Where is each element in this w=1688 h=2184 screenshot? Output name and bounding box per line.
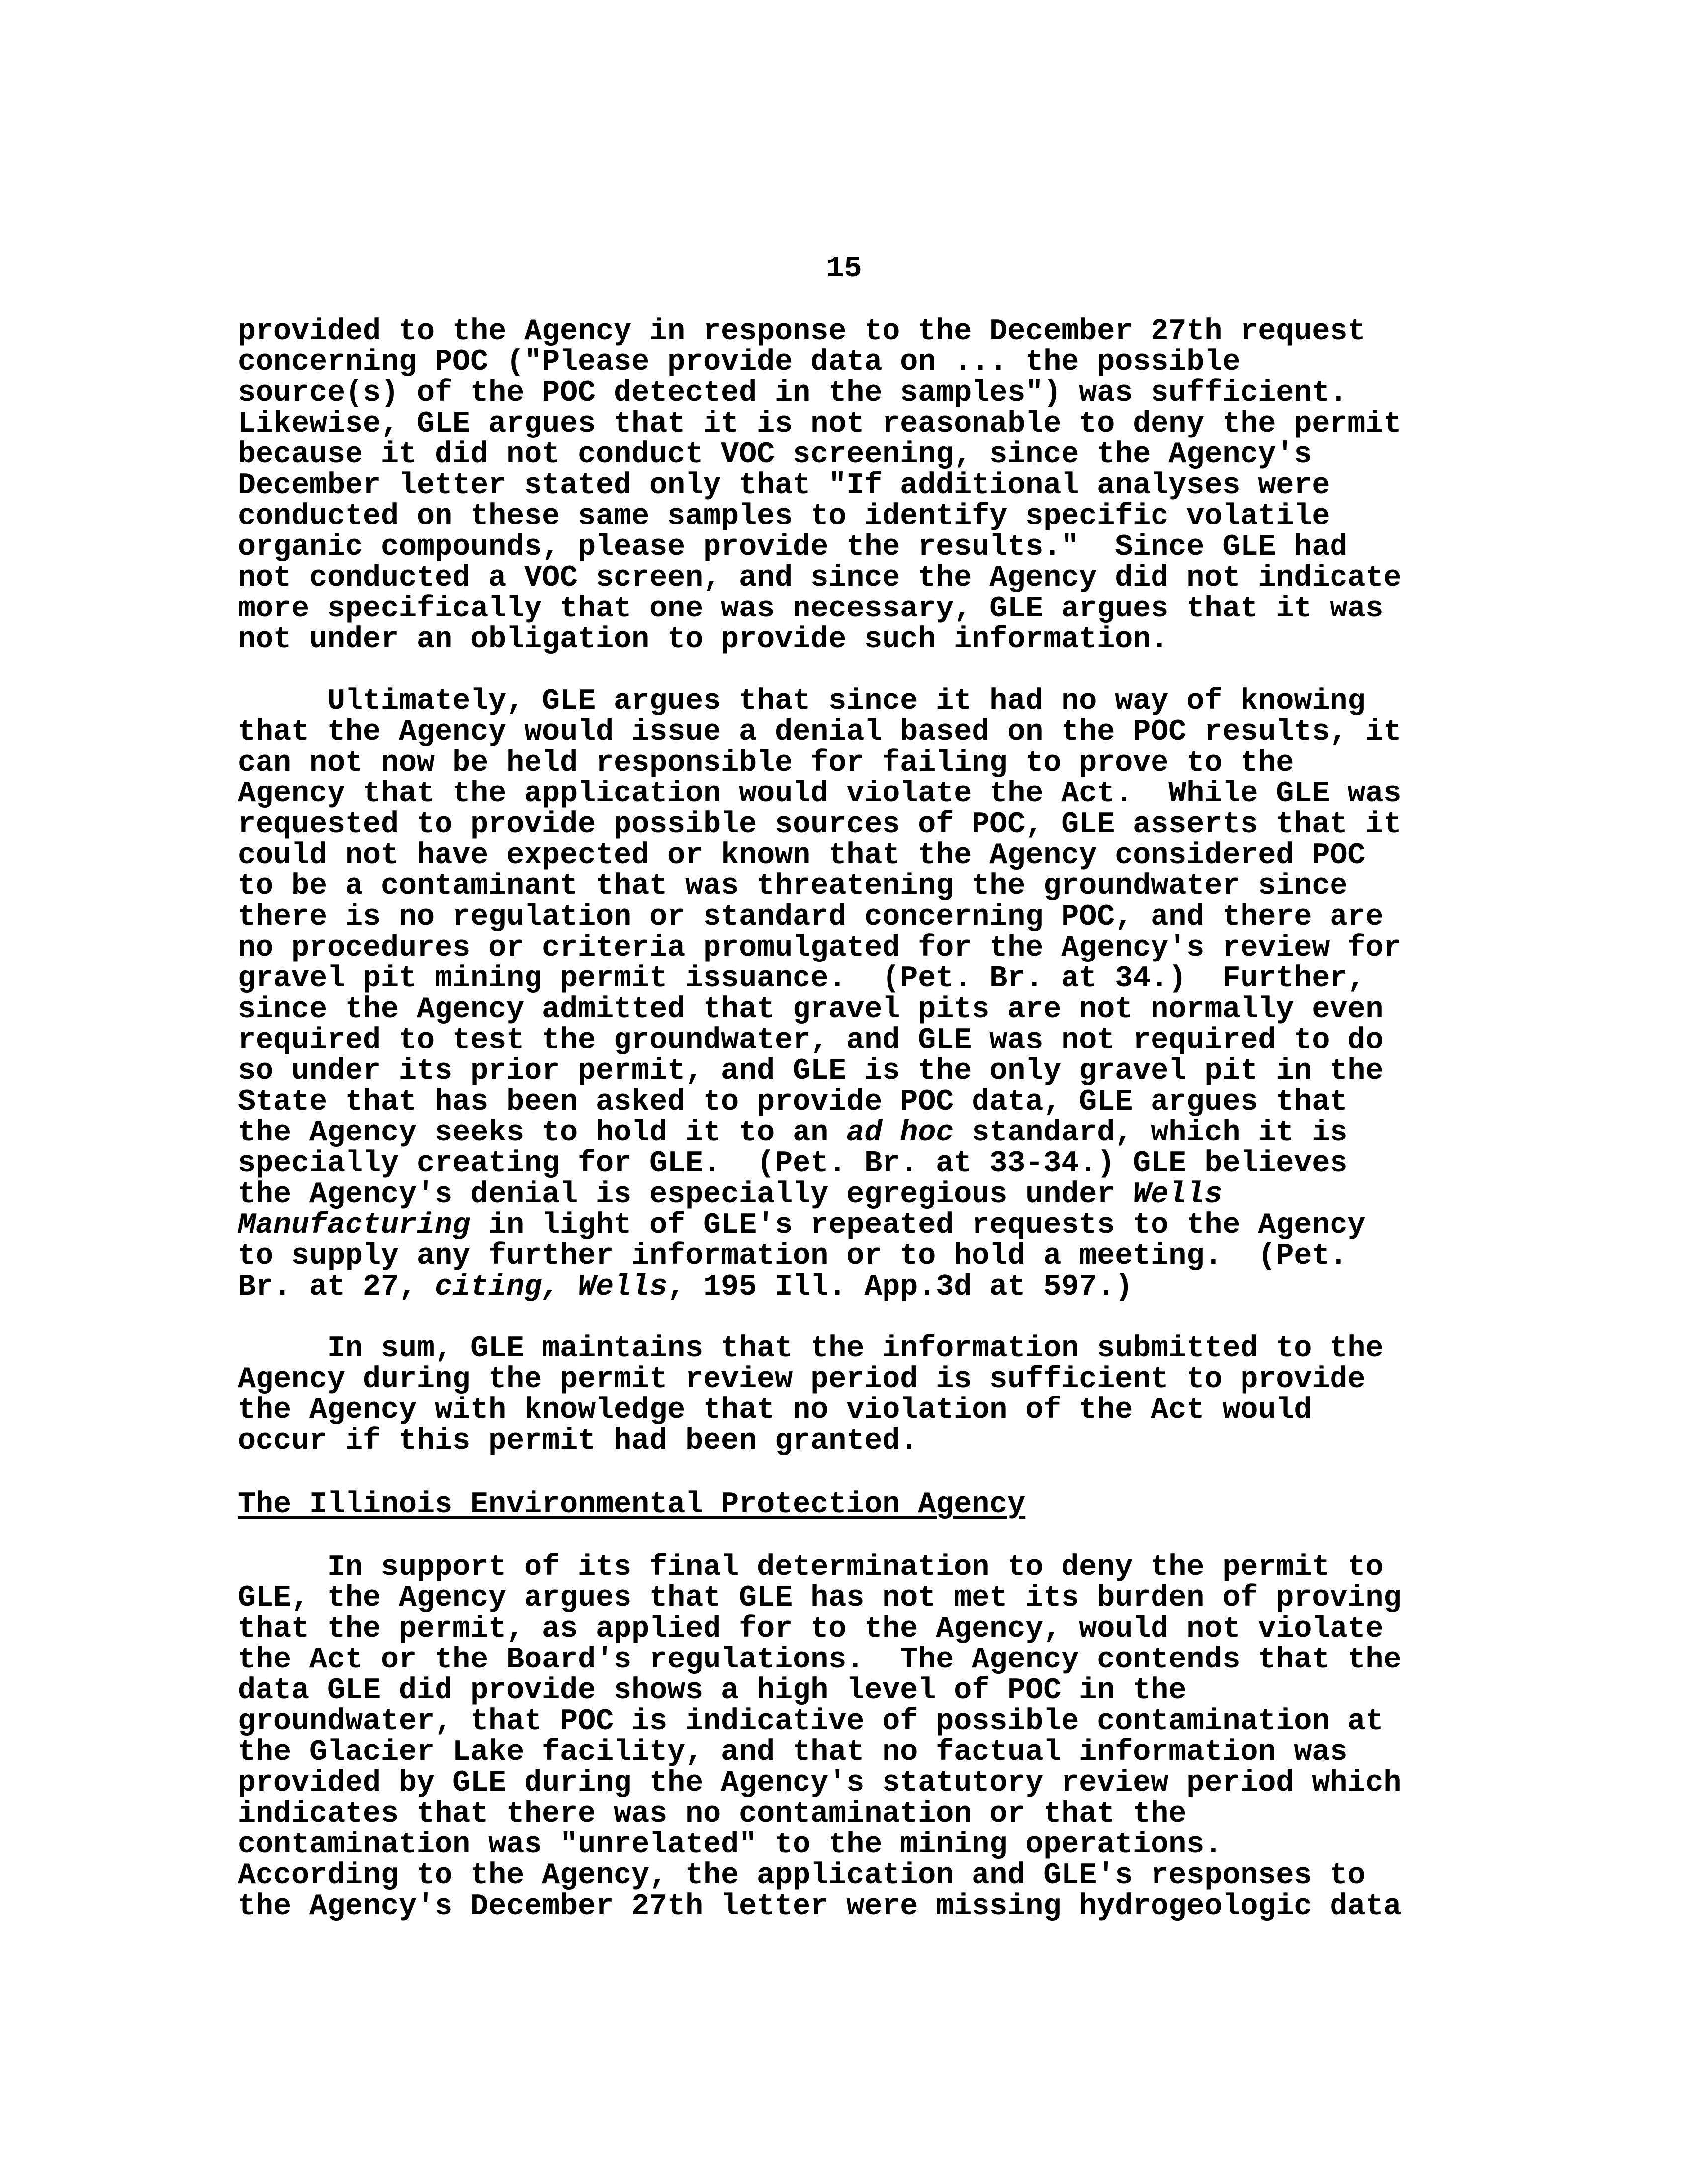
text-line: no procedures or criteria promulgated for the Agency's review for bbox=[238, 931, 1402, 965]
text-line: data GLE did provide shows a high level of POC in the bbox=[238, 1674, 1187, 1708]
text-line: Agency during the permit review period is sufficient to provide bbox=[238, 1363, 1366, 1397]
text-run: the Agency's denial is especially egregious under bbox=[238, 1178, 1133, 1212]
text-line: provided by GLE during the Agency's statutory review period which bbox=[238, 1766, 1402, 1800]
text-line: the Act or the Board's regulations. The Agency contends that the bbox=[238, 1643, 1402, 1677]
text-run: the Agency seeks to hold it to an bbox=[238, 1116, 847, 1150]
text-line: more specifically that one was necessary, GLE argues that it was bbox=[238, 592, 1384, 626]
text-line: concerning POC ("Please provide data on ... the possible bbox=[238, 346, 1241, 379]
text-line: organic compounds, please provide the results." Since GLE had bbox=[238, 530, 1348, 564]
text-line: that the permit, as applied for to the Agency, would not violate bbox=[238, 1612, 1384, 1646]
text-line: that the Agency would issue a denial based on the POC results, it bbox=[238, 715, 1402, 749]
case-name-italic: Manufacturing bbox=[238, 1209, 471, 1242]
text-line: Ultimately, GLE argues that since it had no way of knowing bbox=[238, 685, 1366, 718]
case-name-italic: Wells bbox=[1133, 1178, 1223, 1212]
text-line: required to test the groundwater, and GLE was not required to do bbox=[238, 1024, 1384, 1057]
text-run: in light of GLE's repeated requests to the Agency bbox=[470, 1209, 1366, 1242]
text-line: occur if this permit had been granted. bbox=[238, 1424, 918, 1458]
text-line: conducted on these same samples to identify specific volatile bbox=[238, 500, 1330, 533]
text-line: provided to the Agency in response to the December 27th request bbox=[238, 315, 1366, 349]
section-heading: The Illinois Environmental Protection Agency bbox=[238, 1488, 1026, 1522]
text-line: can not now be held responsible for failing to prove to the bbox=[238, 746, 1294, 780]
text-line: there is no regulation or standard concerning POC, and there are bbox=[238, 900, 1384, 934]
text-line: State that has been asked to provide POC data, GLE argues that bbox=[238, 1085, 1348, 1119]
text-line: the Agency's December 27th letter were missing hydrogeologic data bbox=[238, 1890, 1402, 1923]
text-line: the Agency with knowledge that no violation of the Act would bbox=[238, 1394, 1312, 1427]
text-run: , 195 Ill. App.3d at 597.) bbox=[667, 1270, 1133, 1304]
text-line: December letter stated only that "If additional analyses were bbox=[238, 469, 1330, 503]
text-line: not conducted a VOC screen, and since the Agency did not indicate bbox=[238, 561, 1402, 595]
text-line: could not have expected or known that the Agency considered POC bbox=[238, 839, 1366, 873]
text-line: groundwater, that POC is indicative of possible contamination at bbox=[238, 1705, 1384, 1739]
text-line: since the Agency admitted that gravel pits are not normally even bbox=[238, 993, 1384, 1027]
text-line: to be a contaminant that was threatening the groundwater since bbox=[238, 870, 1348, 903]
text-line: not under an obligation to provide such information. bbox=[238, 623, 1169, 657]
text-line: Likewise, GLE argues that it is not reasonable to deny the permit bbox=[238, 407, 1402, 441]
text-line: contamination was "unrelated" to the mining operations. bbox=[238, 1828, 1223, 1862]
text-line: Agency that the application would violate the Act. While GLE was bbox=[238, 777, 1402, 811]
text-line bbox=[238, 1272, 1133, 1303]
text-line bbox=[238, 1210, 1365, 1241]
text-run: Br. at 27, bbox=[238, 1270, 435, 1304]
text-line: GLE, the Agency argues that GLE has not met its burden of proving bbox=[238, 1581, 1402, 1615]
page-number: 15 bbox=[826, 252, 862, 286]
text-line: because it did not conduct VOC screening, since the Agency's bbox=[238, 438, 1312, 472]
text-line: so under its prior permit, and GLE is the only gravel pit in the bbox=[238, 1054, 1384, 1088]
text-line bbox=[238, 1179, 1222, 1210]
text-line: the Glacier Lake facility, and that no factual information was bbox=[238, 1736, 1348, 1769]
text-line: gravel pit mining permit issuance. (Pet. Br. at 34.) Further, bbox=[238, 962, 1366, 996]
text-line: source(s) of the POC detected in the samples") was sufficient. bbox=[238, 376, 1348, 410]
text-run: standard, which it is bbox=[954, 1116, 1348, 1150]
italic-term: ad hoc bbox=[846, 1116, 954, 1150]
text-line: In support of its final determination to deny the permit to bbox=[238, 1551, 1384, 1584]
text-line bbox=[238, 1118, 1347, 1148]
text-line: In sum, GLE maintains that the information submitted to the bbox=[238, 1332, 1384, 1366]
citation-italic: citing, Wells bbox=[435, 1270, 668, 1304]
text-line: to supply any further information or to hold a meeting. (Pet. bbox=[238, 1239, 1348, 1273]
text-line: specially creating for GLE. (Pet. Br. at 33-34.) GLE believes bbox=[238, 1147, 1348, 1181]
text-line: requested to provide possible sources of POC, GLE asserts that it bbox=[238, 808, 1402, 842]
text-line: indicates that there was no contamination or that the bbox=[238, 1797, 1187, 1831]
text-line: According to the Agency, the application and GLE's responses to bbox=[238, 1859, 1366, 1893]
